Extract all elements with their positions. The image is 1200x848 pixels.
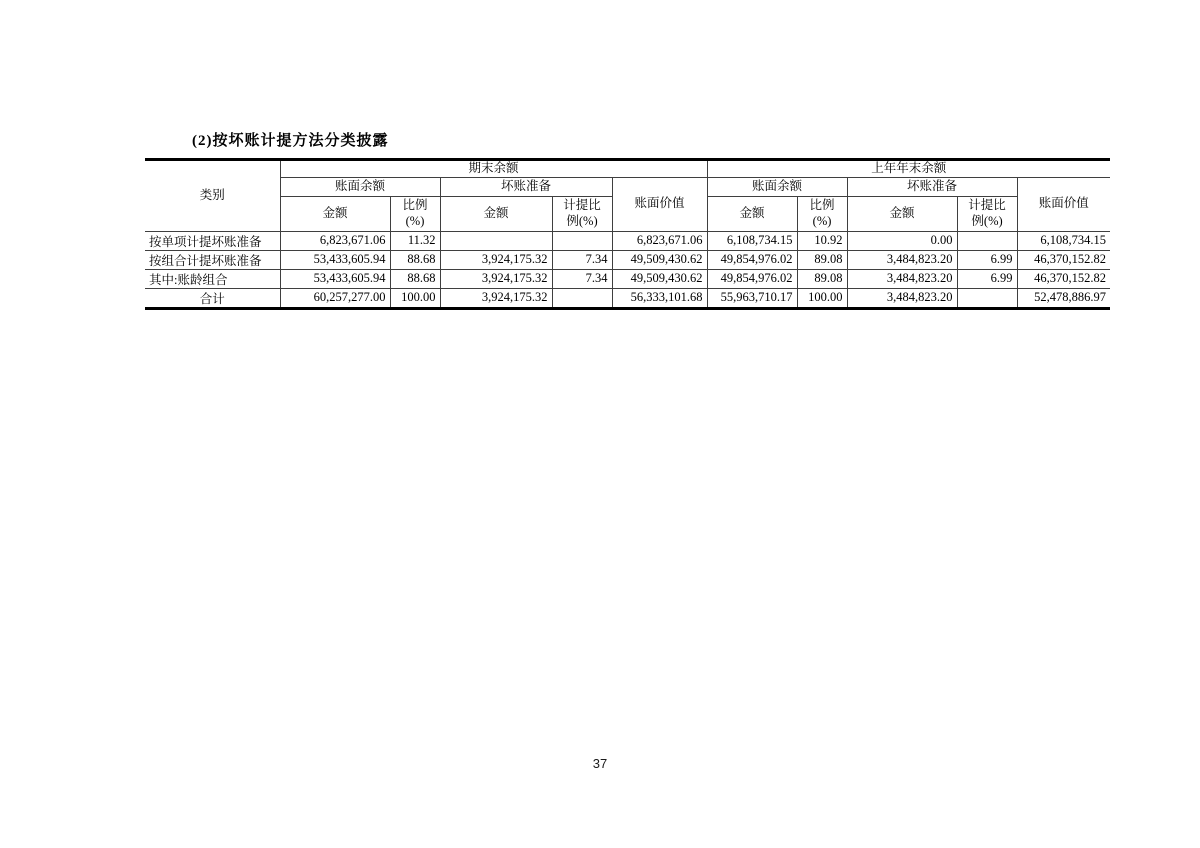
table-cell: 0.00 [847,231,957,250]
header-provision-ratio-line1: 计提比 [563,198,601,212]
header-amount: 金额 [280,196,390,231]
table-cell: 46,370,152.82 [1017,250,1110,269]
table-cell: 3,484,823.20 [847,250,957,269]
table-cell: 11.32 [390,231,440,250]
table-cell [552,231,612,250]
table-cell: 100.00 [390,288,440,308]
table-cell: 3,484,823.20 [847,288,957,308]
header-bad-debt-provision: 坏账准备 [440,177,612,196]
header-category: 类别 [145,160,280,232]
table-cell: 100.00 [797,288,847,308]
table-cell: 49,509,430.62 [612,250,707,269]
row-label: 按组合计提坏账准备 [145,250,280,269]
table-cell: 3,924,175.32 [440,269,552,288]
header-ratio-line1: 比例 [809,198,835,212]
table-cell: 3,924,175.32 [440,288,552,308]
table-cell [957,288,1017,308]
section-title: (2)按坏账计提方法分类披露 [192,133,389,149]
header-provision-ratio-line1: 计提比 [968,198,1006,212]
header-ratio-line1: 比例 [402,198,428,212]
table-cell: 49,854,976.02 [707,250,797,269]
header-ratio-line2: (%) [405,213,425,228]
header-book-balance: 账面余额 [707,177,847,196]
table-cell: 52,478,886.97 [1017,288,1110,308]
header-ratio [390,196,440,231]
table-cell: 55,963,710.17 [707,288,797,308]
header-book-balance: 账面余额 [280,177,440,196]
header-period-end-balance: 期末余额 [280,160,707,178]
table-cell: 46,370,152.82 [1017,269,1110,288]
table-cell: 3,924,175.32 [440,250,552,269]
table-cell: 88.68 [390,250,440,269]
table-cell: 6,823,671.06 [280,231,390,250]
row-label: 其中:账龄组合 [145,269,280,288]
table-cell: 56,333,101.68 [612,288,707,308]
table-row [145,269,1110,288]
table-cell: 49,509,430.62 [612,269,707,288]
bad-debt-method-table [145,158,1110,310]
table-cell: 89.08 [797,250,847,269]
header-amount: 金额 [847,196,957,231]
table-cell: 7.34 [552,269,612,288]
table-cell: 49,854,976.02 [707,269,797,288]
table-cell [440,231,552,250]
table-cell: 10.92 [797,231,847,250]
table-row [145,231,1110,250]
table-cell: 6.99 [957,269,1017,288]
table-cell [552,288,612,308]
header-amount: 金额 [707,196,797,231]
table-cell: 3,484,823.20 [847,269,957,288]
header-provision-ratio [552,196,612,231]
table-cell: 88.68 [390,269,440,288]
data-table [145,158,1110,310]
table-cell: 53,433,605.94 [280,250,390,269]
header-bad-debt-provision: 坏账准备 [847,177,1017,196]
header-provision-ratio [957,196,1017,231]
row-label: 合计 [145,288,280,308]
header-book-value: 账面价值 [1017,177,1110,231]
header-provision-ratio-line2: 例(%) [971,213,1003,228]
table-row [145,250,1110,269]
table-cell: 89.08 [797,269,847,288]
table-cell: 6.99 [957,250,1017,269]
header-ratio-line2: (%) [812,213,832,228]
table-cell [957,231,1017,250]
table-cell: 53,433,605.94 [280,269,390,288]
header-provision-ratio-line2: 例(%) [566,213,598,228]
page-number: 37 [592,756,608,771]
table-cell: 6,108,734.15 [1017,231,1110,250]
table-cell: 7.34 [552,250,612,269]
row-label: 按单项计提坏账准备 [145,231,280,250]
header-ratio [797,196,847,231]
table-cell: 6,108,734.15 [707,231,797,250]
table-cell: 6,823,671.06 [612,231,707,250]
header-book-value: 账面价值 [612,177,707,231]
header-prior-year-end-balance: 上年年末余额 [707,160,1110,178]
table-cell: 60,257,277.00 [280,288,390,308]
header-amount: 金额 [440,196,552,231]
table-row-total [145,288,1110,308]
